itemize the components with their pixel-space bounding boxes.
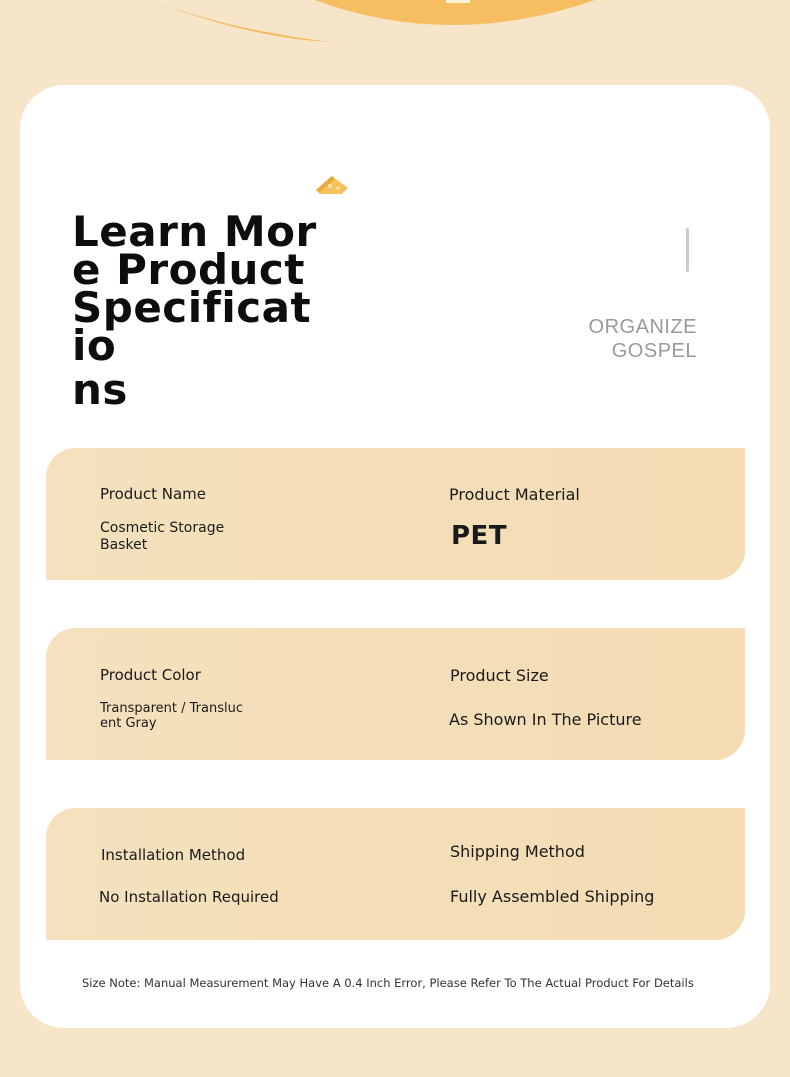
- spec-row-1: [46, 448, 745, 580]
- spec-label-installation-method: Installation Method: [101, 846, 246, 864]
- spec-value-product-name: Cosmetic Storage Basket: [100, 520, 225, 553]
- spec-value-product-material: PET: [451, 521, 508, 551]
- cheese-icon: [312, 170, 352, 200]
- vertical-divider: [686, 228, 689, 272]
- spec-label-product-color: Product Color: [100, 666, 201, 684]
- spec-value-installation-method: No Installation Required: [99, 888, 279, 906]
- size-note: Size Note: Manual Measurement May Have A 0.4 Inch Error, Please Refer To The Actual Product For Details: [82, 976, 694, 990]
- brand-line-1: ORGANIZE: [588, 316, 697, 338]
- spec-row-3: [46, 808, 745, 940]
- top-decoration: [0, 0, 790, 60]
- brand-logo: [589, 315, 697, 363]
- spec-value-shipping-method: Fully Assembled Shipping: [450, 887, 655, 906]
- brand-line-2: GOSPEL: [611, 340, 697, 362]
- deco-swoosh: [150, 0, 330, 42]
- spec-row-2: [46, 628, 745, 760]
- spec-label-product-material: Product Material: [449, 485, 580, 504]
- spec-value-product-color: Transparent / Translucent Gray: [100, 701, 243, 731]
- spec-label-product-name: Product Name: [100, 485, 206, 503]
- page-title: [72, 207, 322, 414]
- deco-half-circle: [315, 0, 595, 25]
- deco-highlight: [446, 0, 470, 3]
- spec-label-shipping-method: Shipping Method: [450, 842, 585, 861]
- page-title-line-b: ns: [72, 365, 128, 414]
- spec-value-product-size: As Shown In The Picture: [449, 710, 642, 729]
- page-title-line-a: Learn More Product Specificatio: [72, 207, 317, 370]
- spec-label-product-size: Product Size: [450, 666, 549, 685]
